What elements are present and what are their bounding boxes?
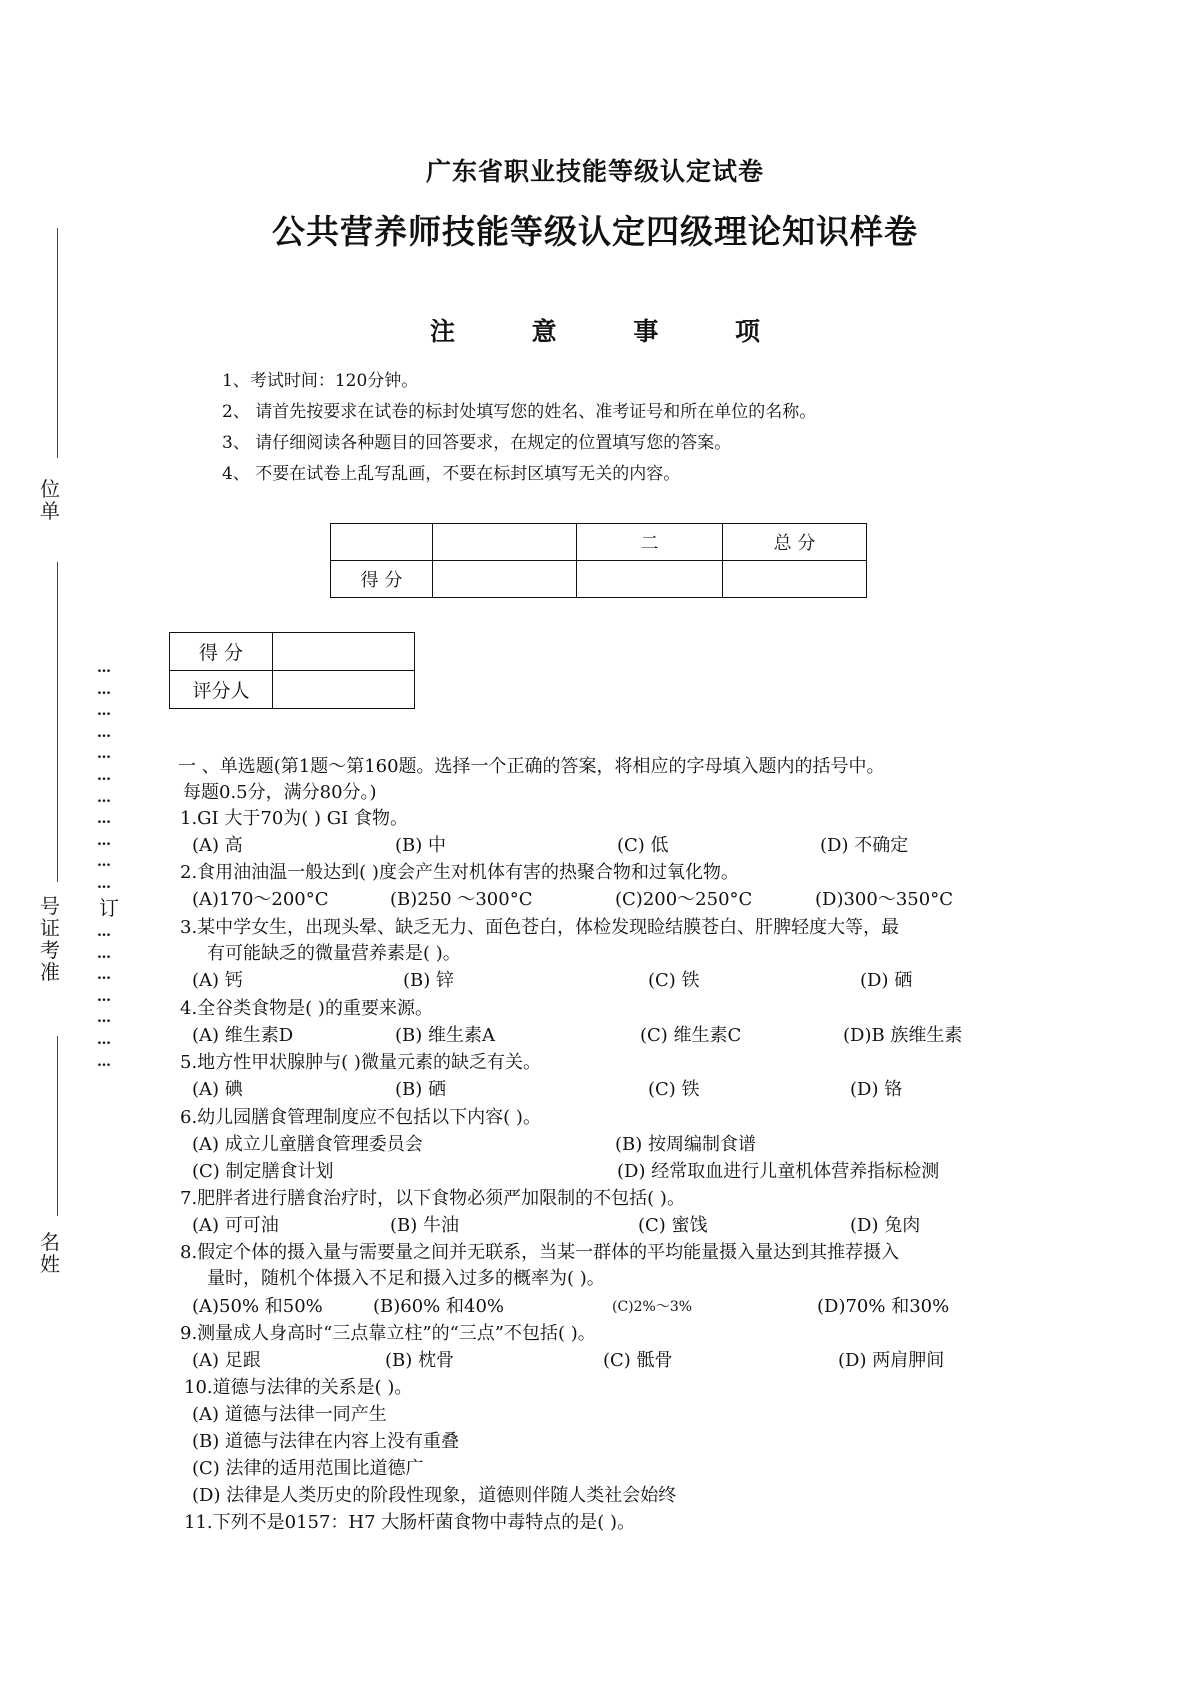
option-c[interactable]: (C) 低: [617, 835, 669, 856]
binding-dots: … … … … … … …: [97, 924, 110, 1070]
option-c[interactable]: (C) 骶骨: [603, 1350, 673, 1371]
question-stem: 5.地方性甲状腺肿与( )微量元素的缺乏有关。: [180, 1052, 541, 1073]
option-b[interactable]: (B)250 ～300°C: [390, 889, 533, 910]
option-d[interactable]: (D) 硒: [860, 970, 913, 991]
question-stem: 9.测量成人身高时“三点靠立柱”的“三点”不包括( )。: [180, 1323, 596, 1344]
option-c[interactable]: (C) 蜜饯: [638, 1215, 708, 1236]
option-a[interactable]: (A)170～200°C: [192, 889, 329, 910]
notice-title: 注 意 事 项: [429, 317, 795, 346]
option-d[interactable]: (D)B 族维生素: [843, 1025, 963, 1046]
notice-list: [222, 366, 816, 490]
grader-score-cell[interactable]: [273, 633, 415, 671]
option-a[interactable]: (A) 道德与法律一同产生: [192, 1404, 387, 1425]
exam-main-title: 公共营养师技能等级认定四级理论知识样卷: [272, 212, 918, 251]
notice-item: 1、考试时间：120分钟。: [222, 371, 419, 391]
option-a[interactable]: (A) 成立儿童膳食管理委员会: [192, 1134, 423, 1155]
question-stem: 1.GI 大于70为( ) GI 食物。: [180, 808, 408, 829]
option-b[interactable]: (B)60% 和40%: [373, 1296, 505, 1317]
option-c[interactable]: (C)200～250°C: [615, 889, 753, 910]
score-cell[interactable]: [577, 561, 723, 598]
notice-item: 4、 不要在试卷上乱写乱画，不要在标封区填写无关的内容。: [222, 464, 681, 484]
option-c[interactable]: (C) 维生素C: [640, 1025, 742, 1046]
question-stem: 4.全谷类食物是( )的重要来源。: [180, 998, 433, 1019]
option-d[interactable]: (D) 两肩胛间: [838, 1350, 945, 1371]
option-a[interactable]: (A) 高: [192, 835, 243, 856]
score-table: [330, 523, 867, 598]
option-b[interactable]: (B) 按周编制食谱: [615, 1134, 756, 1155]
question-stem-cont: 量时，随机个体摄入不足和摄入过多的概率为( )。: [207, 1268, 605, 1289]
score-header-cell: 总 分: [723, 524, 867, 561]
question-stem-cont: 有可能缺乏的微量营养素是( )。: [207, 943, 461, 964]
unit-label: 位单: [40, 477, 60, 523]
option-c[interactable]: (C)2%～3%: [612, 1299, 693, 1315]
option-d[interactable]: (D) 法律是人类历史的阶段性现象，道德则伴随人类社会始终: [192, 1485, 677, 1506]
name-label: 名姓: [40, 1230, 60, 1276]
option-b[interactable]: (B) 道德与法律在内容上没有重叠: [192, 1431, 459, 1452]
question-stem: 8.假定个体的摄入量与需要量之间并无联系，当某一群体的平均能量摄入量达到其推荐摄入: [180, 1242, 900, 1263]
option-b[interactable]: (B) 锌: [403, 970, 454, 991]
option-c[interactable]: (C) 制定膳食计划: [192, 1161, 334, 1182]
question-stem: 6.幼儿园膳食管理制度应不包括以下内容( )。: [180, 1107, 541, 1128]
option-b[interactable]: (B) 硒: [395, 1079, 446, 1100]
option-a[interactable]: (A)50% 和50%: [192, 1296, 323, 1317]
score-cell[interactable]: [723, 561, 867, 598]
option-a[interactable]: (A) 钙: [192, 970, 243, 991]
option-d[interactable]: (D) 经常取血进行儿童机体营养指标检测: [617, 1161, 940, 1182]
exam-header-title: 广东省职业技能等级认定试卷: [425, 157, 764, 186]
grader-name-cell[interactable]: [273, 671, 415, 709]
question-stem: 11.下列不是0157：H7 大肠杆菌食物中毒特点的是( )。: [184, 1512, 636, 1533]
score-header-cell: [331, 524, 433, 561]
binding-dots: … … … … … … … … … … …: [97, 660, 110, 892]
option-d[interactable]: (D) 兔肉: [850, 1215, 921, 1236]
option-b[interactable]: (B) 中: [395, 835, 446, 856]
option-d[interactable]: (D) 不确定: [820, 835, 909, 856]
score-header-cell: [433, 524, 577, 561]
option-c[interactable]: (C) 铁: [648, 1079, 700, 1100]
score-header-cell: 二: [577, 524, 723, 561]
option-d[interactable]: (D)300～350°C: [815, 889, 953, 910]
option-b[interactable]: (B) 牛油: [390, 1215, 459, 1236]
option-a[interactable]: (A) 足跟: [192, 1350, 261, 1371]
grader-name-label: 评分人: [170, 671, 273, 709]
question-stem: 3.某中学女生，出现头晕、缺乏无力、面色苍白，体检发现睑结膜苍白、肝脾轻度大等，最: [180, 917, 900, 938]
section-heading: 一 、单选题(第1题～第160题。选择一个正确的答案，将相应的字母填入题内的括号中。: [178, 756, 885, 777]
option-c[interactable]: (C) 法律的适用范围比道德广: [192, 1458, 424, 1479]
notice-item: 3、 请仔细阅读各种题目的回答要求，在规定的位置填写您的答案。: [222, 433, 732, 453]
binding-ding-label: 订: [99, 896, 119, 920]
binding-line: [57, 228, 58, 458]
notice-item: 2、 请首先按要求在试卷的标封处填写您的姓名、准考证号和所在单位的名称。: [222, 402, 817, 422]
exam-id-label: 号证考准: [40, 894, 60, 984]
score-row-label: 得 分: [331, 561, 433, 598]
score-cell[interactable]: [433, 561, 577, 598]
grader-score-label: 得 分: [170, 633, 273, 671]
option-b[interactable]: (B) 维生素A: [395, 1025, 495, 1046]
grader-table: [169, 632, 415, 709]
option-a[interactable]: (A) 维生素D: [192, 1025, 294, 1046]
question-stem: 10.道德与法律的关系是( )。: [184, 1377, 413, 1398]
option-d[interactable]: (D) 铬: [850, 1079, 903, 1100]
option-a[interactable]: (A) 可可油: [192, 1215, 279, 1236]
option-d[interactable]: (D)70% 和30%: [817, 1296, 950, 1317]
option-b[interactable]: (B) 枕骨: [385, 1350, 454, 1371]
question-stem: 7.肥胖者进行膳食治疗时，以下食物必须严加限制的不包括( )。: [180, 1188, 685, 1209]
binding-line: [57, 562, 58, 882]
section-heading-sub: 每题0.5分，满分80分。): [183, 782, 377, 803]
option-a[interactable]: (A) 碘: [192, 1079, 243, 1100]
binding-line: [57, 1036, 58, 1216]
question-stem: 2.食用油油温一般达到( )度会产生对机体有害的热聚合物和过氧化物。: [180, 862, 739, 883]
option-c[interactable]: (C) 铁: [648, 970, 700, 991]
